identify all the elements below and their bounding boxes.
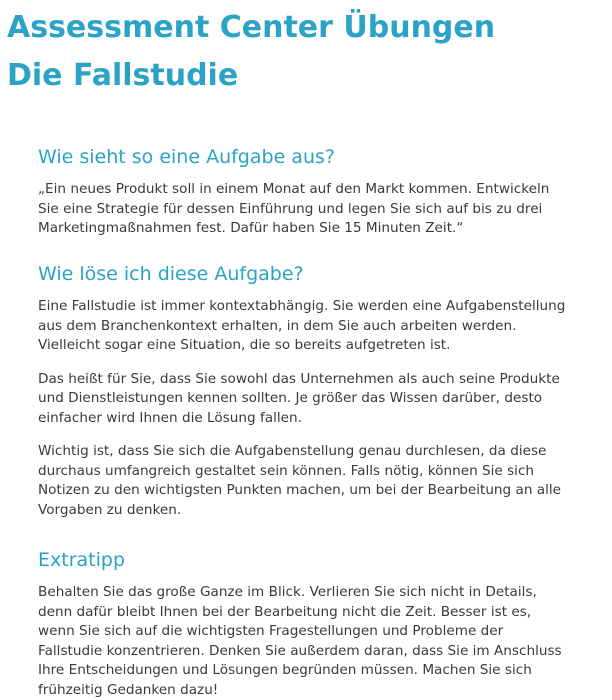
text-line: wenn Sie sich auf die wichtigsten Fragestellungen und Probleme der [38,622,612,642]
page-title [7,4,495,100]
paragraph [38,297,612,356]
text-line: Sie eine Strategie für dessen Einführung und legen Sie sich auf bis zu drei [38,200,612,220]
text-line: Behalten Sie das große Ganze im Blick. Verlieren Sie sich nicht in Details, [38,583,612,603]
text-line: aus dem Branchenkontext erhalten, in dem Sie auch arbeiten werden. [38,317,612,337]
text-line: frühzeitig Gedanken dazu! [38,681,612,700]
text-line: und Dienstleistungen kennen sollten. Je größer das Wissen darüber, desto [38,389,612,409]
text-line: Fallstudie konzentrieren. Denken Sie außerdem daran, dass Sie im Anschluss [38,642,612,662]
text-line: Vielleicht sogar eine Situation, die so bereits aufgetreten ist. [38,336,612,356]
section-heading: Wie löse ich diese Aufgabe? [38,262,612,286]
text-line: durchaus umfangreich gestaltet sein können. Falls nötig, können Sie sich [38,462,612,482]
page-title-line-2: Die Fallstudie [7,52,495,100]
text-line: Notizen zu den wichtigsten Punkten machen, um bei der Bearbeitung an alle [38,481,612,501]
section-task-description [38,145,612,239]
text-line: Marketingmaßnahmen fest. Dafür haben Sie 15 Minuten Zeit.“ [38,219,612,239]
text-line: einfacher wird Ihnen die Lösung fallen. [38,409,612,429]
text-line: Das heißt für Sie, dass Sie sowohl das Unternehmen als auch seine Produkte [38,370,612,390]
text-line: „Ein neues Produkt soll in einem Monat auf den Markt kommen. Entwickeln [38,180,612,200]
section-extra-tip [38,548,612,700]
paragraph [38,442,612,520]
paragraph [38,370,612,429]
page-title-line-1: Assessment Center Übungen [7,4,495,52]
text-line: Wichtig ist, dass Sie sich die Aufgabenstellung genau durchlesen, da diese [38,442,612,462]
paragraph [38,583,612,700]
section-heading: Extratipp [38,548,612,572]
text-line: Ihre Entscheidungen und Lösungen begründen müssen. Machen Sie sich [38,661,612,681]
text-line: denn dafür bleibt Ihnen bei der Bearbeitung nicht die Zeit. Besser ist es, [38,603,612,623]
paragraph [38,180,612,239]
section-heading: Wie sieht so eine Aufgabe aus? [38,145,612,169]
text-line: Vorgaben zu denken. [38,501,612,521]
text-line: Eine Fallstudie ist immer kontextabhängig. Sie werden eine Aufgabenstellung [38,297,612,317]
section-how-to-solve [38,262,612,520]
